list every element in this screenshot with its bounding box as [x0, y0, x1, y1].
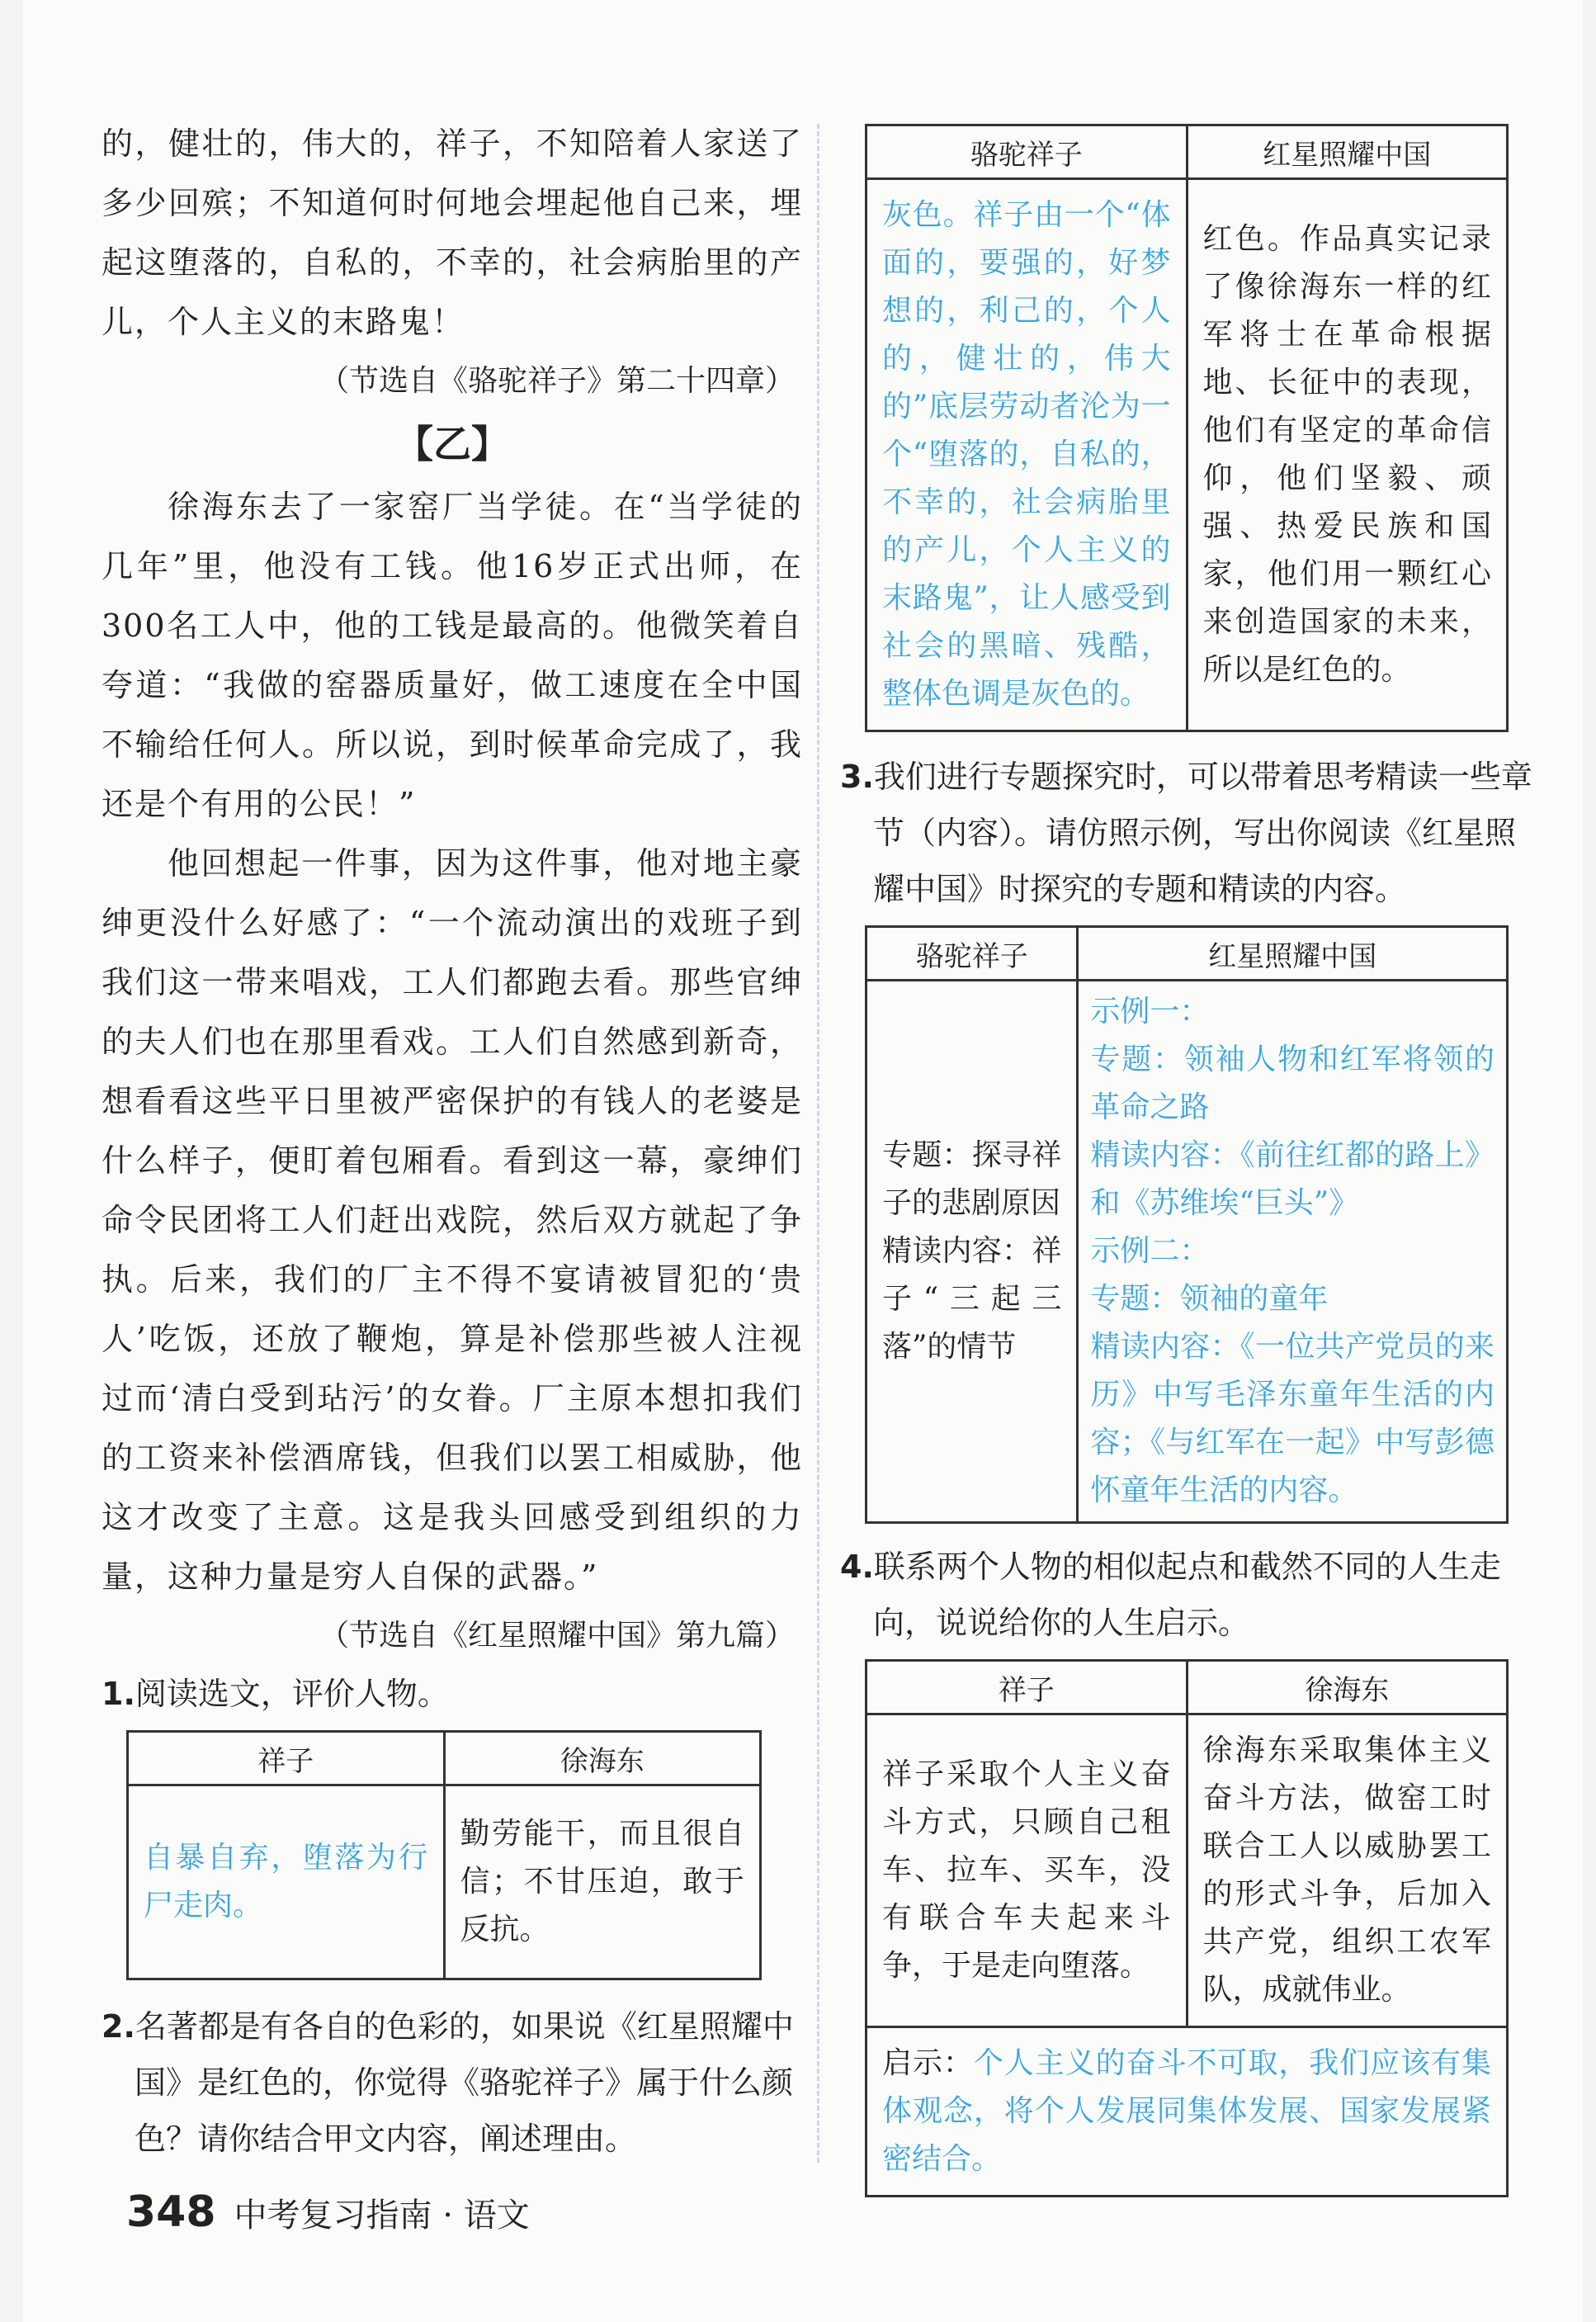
page-number: 348 — [126, 2187, 216, 2237]
page — [23, 0, 1583, 2322]
question-4-text: 联系两个人物的相似起点和截然不同的人生走向，说说给你的人生启示。 — [873, 1549, 1501, 1641]
q3-answer-line-2: 专题：领袖人物和红军将领的革命之路 — [1090, 1043, 1494, 1124]
q4-insight-cell — [866, 2027, 1508, 2197]
question-2-number: 2. — [102, 2008, 135, 2045]
q4-answer-xiangzi: 祥子采取个人主义奋斗方式，只顾自己租车、拉车、买车，没有联合车夫起来斗争，于是走向堕落。 — [866, 1714, 1188, 2027]
question-1-table — [126, 1730, 762, 1980]
passage-yi-title: 【乙】 — [395, 422, 509, 466]
q3-answer-line-3: 精读内容：《前往红都的路上》和《苏维埃“巨头”》 — [1090, 1138, 1494, 1220]
passage-jia-source: （节选自《骆驼祥子》第二十四章） — [319, 364, 795, 398]
question-3-text: 我们进行专题探究时，可以带着思考精读一些章节（内容）。请仿照示例，写出你阅读《红星照耀中国》时探究的专题和精读的内容。 — [873, 759, 1532, 907]
q2-answer-hongxing: 红色。作品真实记录了像徐海东一样的红军将士在革命根据地、长征中的表现，他们有坚定的革命信仰，他们坚毅、顽强、热爱民族和国家，他们用一颗红心来创造国家的未来，所以是红色的。 — [1187, 179, 1508, 731]
q4-insight-text: 个人主义的奋斗不可取，我们应该有集体观念，将个人发展同集体发展、国家发展紧密结合。 — [882, 2046, 1491, 2176]
q3-header-luotuo: 骆驼祥子 — [866, 927, 1078, 981]
book-title: 中考复习指南 · 语文 — [234, 2197, 530, 2235]
page-footer — [126, 2187, 530, 2237]
question-2-text: 名著都是有各自的色彩的，如果说《红星照耀中国》是红色的，你觉得《骆驼祥子》属于什么颜色？请你结合甲文内容，阐述理由。 — [135, 2008, 794, 2157]
column-divider — [817, 124, 819, 2163]
question-4-table — [865, 1659, 1509, 2197]
question-3-number: 3. — [840, 759, 874, 795]
question-1-text: 阅读选文，评价人物。 — [135, 1676, 449, 1712]
q2-answer-luotuo: 灰色。祥子由一个“体面的，要强的，好梦想的，利己的，个人的，健壮的，伟大的”底层劳动者沦为一个“堕落的，自私的，不幸的，社会病胎里的产儿，个人主义的末路鬼”，让人感受到社会的黑暗、残酷，整体色调是灰色的。 — [866, 179, 1188, 731]
q3-header-hongxing: 红星照耀中国 — [1078, 927, 1508, 981]
left-column — [102, 114, 803, 2167]
q4-header-xuhaidong: 徐海东 — [1187, 1661, 1508, 1714]
question-2-table — [865, 124, 1509, 732]
passage-jia-paragraph: 的，健壮的，伟大的，祥子，不知陪着人家送了多少回殡；不知道何时何地会埋起他自己来，埋起这堕落的，自私的，不幸的，社会病胎里的产儿，个人主义的末路鬼！ — [102, 125, 803, 340]
question-3 — [840, 749, 1533, 917]
q4-header-xiangzi: 祥子 — [866, 1661, 1188, 1714]
q3-answer-line-5: 专题：领袖的童年 — [1090, 1282, 1329, 1316]
q4-insight-label: 启示： — [882, 2046, 974, 2080]
q3-answer-line-1: 示例一： — [1090, 995, 1210, 1029]
passage-yi-paragraph-2: 他回想起一件事，因为这件事，他对地主豪绅更没什么好感了：“一个流动演出的戏班子到我们这一带来唱戏，工人们都跑去看。那些官绅的夫人们也在那里看戏。工人们自然感到新奇，想看看这些平日里被严密保护的有钱人的老婆是什么样子，便盯着包厢看。看到这一幕，豪绅们命令民团将工人们赶出戏院，然后双方就起了争执。后来，我们的厂主不得不宴请被冒犯的‘贵人’吃饭，还放了鞭炮，算是补偿那些被人注视过而‘清白受到玷污’的女眷。厂主原本想扣我们的工资来补偿酒席钱，但我们以罢工相威胁，他这才改变了主意。这是我头回感受到组织的力量，这种力量是穷人自保的武器。” — [102, 845, 803, 1595]
q3-answer-cell — [1078, 981, 1508, 1523]
question-1 — [102, 1666, 803, 1722]
passage-yi-paragraph-1: 徐海东去了一家窑厂当学徒。在“当学徒的几年”里，他没有工钱。他16岁正式出师，在300名工人中，他的工钱是最高的。他微笑着自夸道：“我做的窑器质量好，做工速度在全中国不输给任何人。所以说，到时候革命完成了，我还是个有用的公民！” — [102, 489, 803, 822]
q2-header-luotuo: 骆驼祥子 — [866, 125, 1188, 179]
q3-answer-line-4: 示例二： — [1090, 1234, 1210, 1268]
passage-yi-source: （节选自《红星照耀中国》第九篇） — [319, 1619, 795, 1653]
q2-header-hongxing: 红星照耀中国 — [1187, 125, 1508, 179]
question-3-table — [865, 925, 1509, 1524]
q4-answer-xuhaidong: 徐海东采取集体主义奋斗方法，做窑工时联合工人以威胁罢工的形式斗争，后加入共产党，组织工农军队，成就伟业。 — [1187, 1714, 1508, 2027]
question-4-number: 4. — [840, 1549, 874, 1585]
question-4 — [840, 1539, 1533, 1651]
q1-answer-xuhaidong: 勤劳能干，而且很自信；不甘压迫，敢于反抗。 — [444, 1785, 761, 1979]
q1-header-xuhaidong: 徐海东 — [444, 1732, 761, 1785]
q3-answer-line-6: 精读内容：《一位共产党员的来历》中写毛泽东童年生活的内容；《与红军在一起》中写彭德怀童年生活的内容。 — [1090, 1330, 1494, 1507]
q3-example-cell: 专题：探寻祥子的悲剧原因 精读内容：祥子“三起三落”的情节 — [866, 981, 1078, 1523]
question-2 — [102, 1998, 803, 2167]
q1-header-xiangzi: 祥子 — [128, 1732, 445, 1785]
question-1-number: 1. — [102, 1676, 135, 1712]
right-column — [840, 124, 1533, 2197]
q1-answer-xiangzi: 自暴自弃，堕落为行尸走肉。 — [128, 1785, 445, 1979]
